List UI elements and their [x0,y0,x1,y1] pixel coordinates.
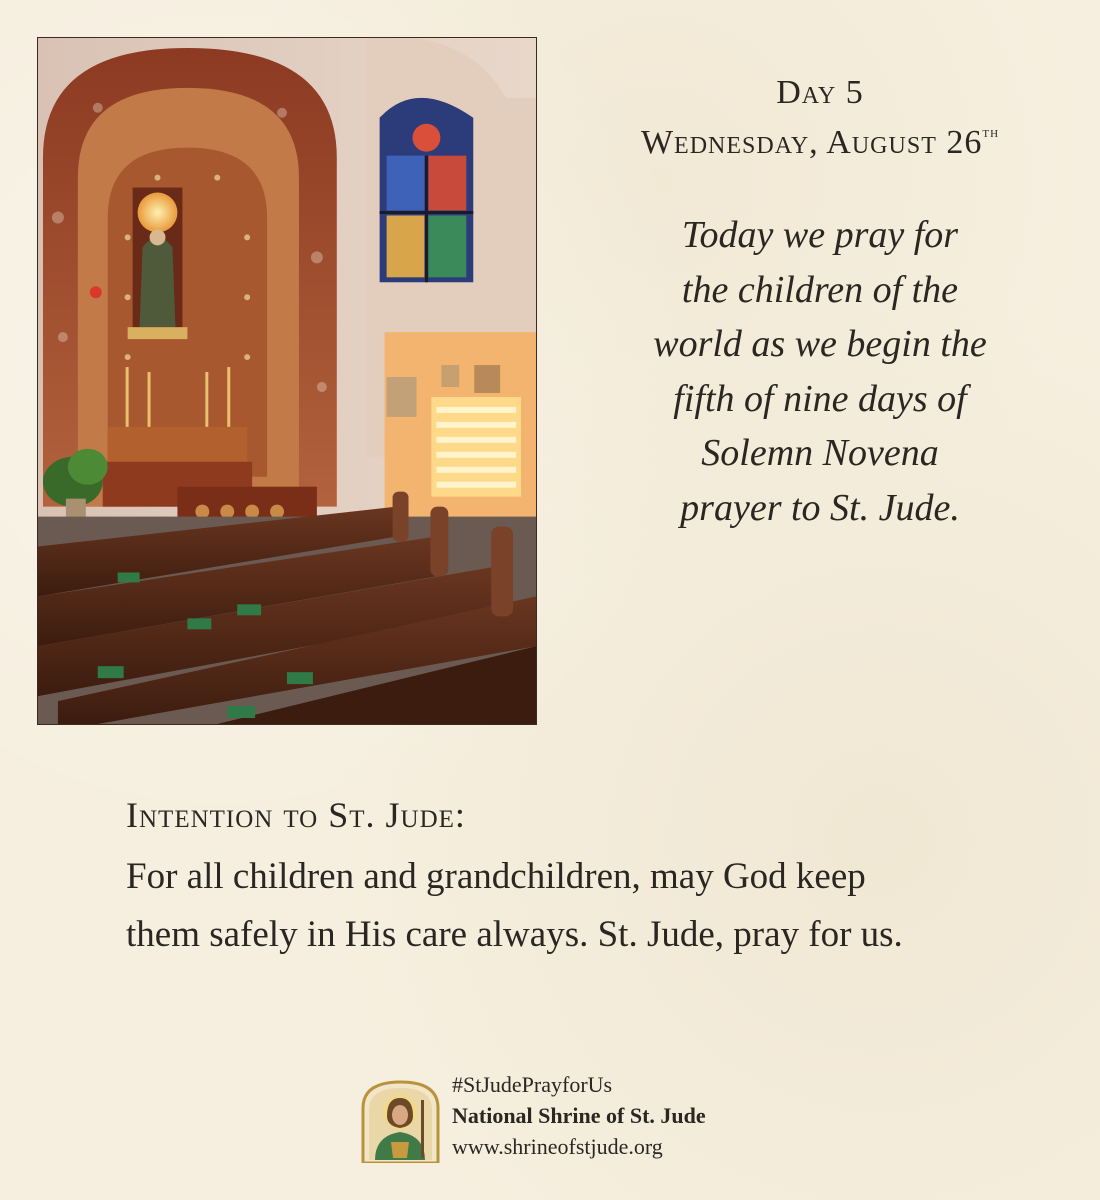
hashtag-text: #StJudePrayforUs [452,1072,613,1097]
intro-line: Solemn Novena [701,432,939,474]
footer-text [452,1069,706,1162]
intro-line: Today we pray for [681,214,959,256]
church-interior-illustration [38,38,536,724]
day-title: Day 5 [776,74,864,111]
intention-text [126,848,1026,964]
intro-line: prayer to St. Jude. [680,486,960,529]
statue-niche [128,188,188,340]
intro-line: fifth of nine days of [673,377,967,420]
shrine-name: National Shrine of St. Jude [452,1103,706,1128]
intention-line: them safely in His care always. St. Jude, pray for us. [126,914,903,955]
intro-line: world as we begin the [653,323,987,365]
date-ordinal-suffix: th [982,124,1000,141]
date-title [560,124,1080,162]
intention-line: For all children and grandchildren, may God keep [126,856,866,897]
stained-glass-window [380,98,474,282]
intro-line: the children of the [681,268,959,311]
church-interior-photo [37,37,537,725]
date-text: Wednesday, August 26 [640,124,983,161]
intention-heading: Intention to St. Jude: [126,795,466,835]
st-jude-portrait-icon [361,1080,440,1163]
website-url: www.shrineofstjude.org [452,1134,663,1159]
intro-prayer-text [560,208,1080,535]
